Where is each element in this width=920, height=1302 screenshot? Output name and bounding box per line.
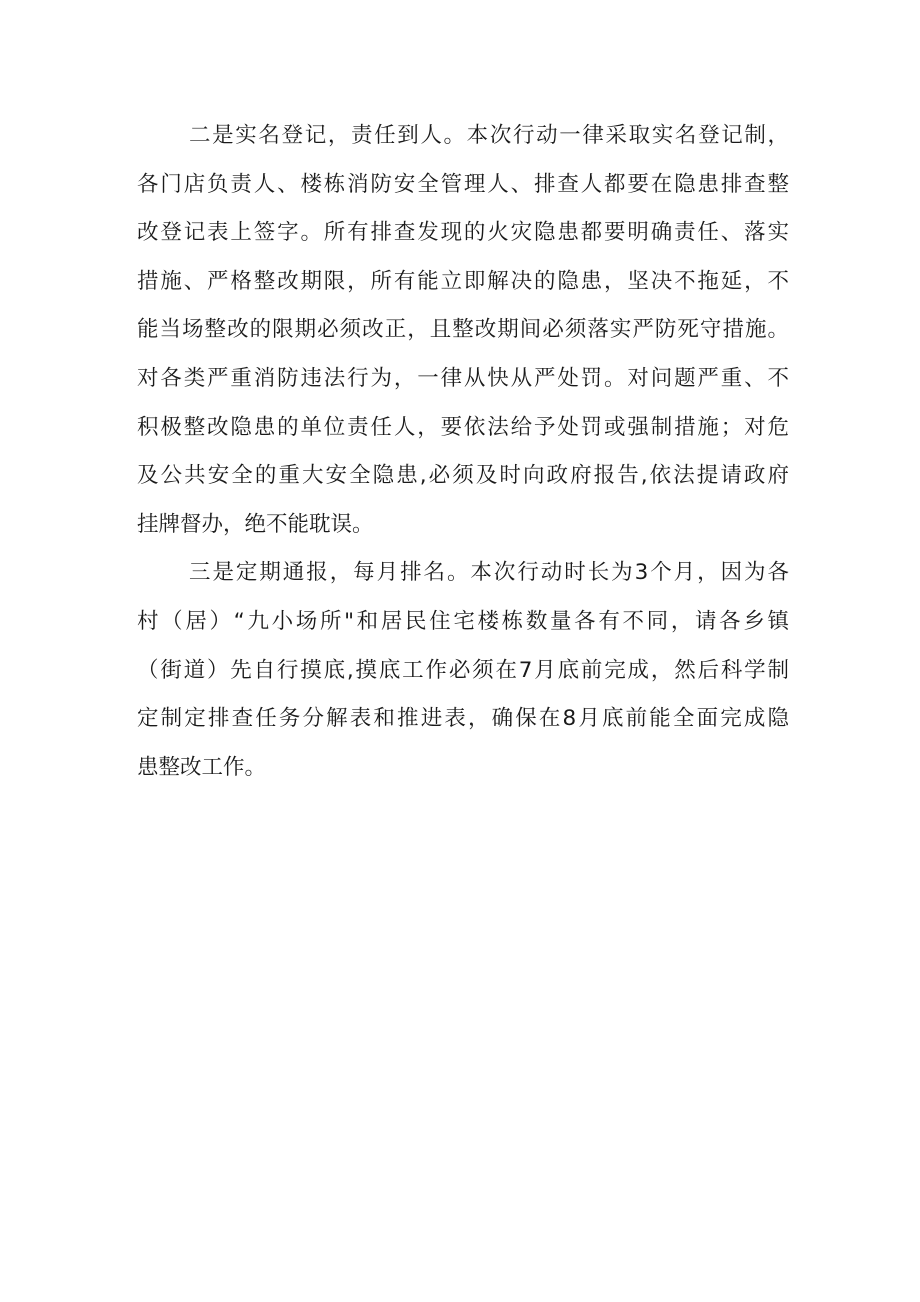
document-body bbox=[137, 112, 789, 792]
paragraph-line: 三是定期通报，每月排名。本次行动时长为3个月，因为各 bbox=[189, 560, 789, 586]
paragraph-line: 对各类严重消防违法行为，一律从快从严处罚。对问题严重、不 bbox=[137, 365, 789, 391]
paragraph-line: 挂牌督办，绝不能耽误。 bbox=[137, 511, 374, 537]
paragraph-line: 患整改工作。 bbox=[137, 754, 267, 780]
paragraph-line: （街道）先自行摸底,摸底工作必须在7月底前完成，然后科学制 bbox=[137, 657, 789, 683]
paragraph-line: 措施、严格整改期限，所有能立即解决的隐患，坚决不拖延，不 bbox=[137, 268, 789, 294]
paragraph-real-name-registration bbox=[137, 112, 789, 549]
paragraph-line: 及公共安全的重大安全隐患,必须及时向政府报告,依法提请政府 bbox=[137, 463, 789, 489]
paragraph-regular-reporting bbox=[137, 549, 789, 792]
paragraph-line: 村（居）“九小场所"和居民住宅楼栋数量各有不同，请各乡镇 bbox=[137, 608, 789, 634]
paragraph-line: 积极整改隐患的单位责任人，要依法给予处罚或强制措施；对危 bbox=[137, 414, 789, 440]
paragraph-line: 能当场整改的限期必须改正，且整改期间必须落实严防死守措施。 bbox=[137, 317, 789, 343]
paragraph-line: 定制定排查任务分解表和推进表，确保在8月底前能全面完成隐 bbox=[137, 706, 789, 732]
paragraph-line: 改登记表上签字。所有排查发现的火灾隐患都要明确责任、落实 bbox=[137, 220, 789, 246]
paragraph-line: 二是实名登记，责任到人。本次行动一律采取实名登记制， bbox=[189, 123, 789, 148]
paragraph-line: 各门店负责人、楼栋消防安全管理人、排查人都要在隐患排查整 bbox=[137, 171, 789, 197]
